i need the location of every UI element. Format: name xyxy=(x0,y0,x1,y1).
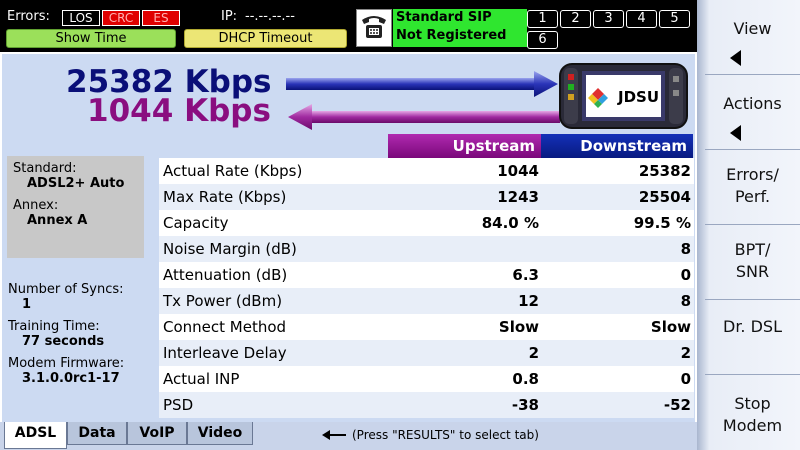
downstream-value: 8 xyxy=(680,240,691,258)
table-row xyxy=(159,262,694,288)
dr-dsl-button[interactable] xyxy=(705,300,800,375)
row-label: Connect Method xyxy=(163,318,287,336)
downstream-value: 99.5 % xyxy=(633,214,691,232)
downstream-value: 25382 xyxy=(638,162,691,180)
table-row xyxy=(159,236,694,262)
tab-voip[interactable]: VoIP xyxy=(127,422,187,445)
dhcp-status-button[interactable]: DHCP Timeout xyxy=(184,29,347,48)
downstream-value: Slow xyxy=(650,318,691,336)
table-row xyxy=(159,288,694,314)
results-table xyxy=(159,158,694,418)
row-label: PSD xyxy=(163,396,194,414)
crc-indicator: CRC xyxy=(102,10,140,26)
direction-arrows xyxy=(286,70,560,132)
downstream-column-header: Downstream xyxy=(541,134,693,158)
row-label: Interleave Delay xyxy=(163,344,287,362)
row-label: Attenuation (dB) xyxy=(163,266,288,284)
upstream-column-header: Upstream xyxy=(388,134,541,158)
upstream-value: 1044 xyxy=(497,162,539,180)
row-label: Tx Power (dBm) xyxy=(163,292,283,310)
line-4-button[interactable]: 4 xyxy=(626,10,657,28)
upstream-value: 0.8 xyxy=(512,370,539,388)
row-label: Max Rate (Kbps) xyxy=(163,188,287,206)
line-1-button[interactable]: 1 xyxy=(527,10,558,28)
tab-adsl[interactable]: ADSL xyxy=(4,422,67,449)
test-device-image xyxy=(558,62,689,130)
es-indicator: ES xyxy=(142,10,180,26)
row-label: Actual Rate (Kbps) xyxy=(163,162,303,180)
upstream-value: Slow xyxy=(498,318,539,336)
actions-label: Actions xyxy=(723,94,782,113)
upstream-value: -38 xyxy=(511,396,539,414)
sip-registration: Not Registered xyxy=(396,28,507,43)
table-row xyxy=(159,158,694,184)
upstream-value: 12 xyxy=(518,292,539,310)
syncs-value: 1 xyxy=(22,297,32,312)
stop-modem-label: Stop Modem xyxy=(722,394,783,435)
device-brand: JDSU xyxy=(618,88,660,106)
errors-label: Errors: xyxy=(7,9,50,24)
show-time-button[interactable]: Show Time xyxy=(6,29,176,48)
tab-hint: (Press "RESULTS" to select tab) xyxy=(352,428,539,442)
downstream-value: 0 xyxy=(680,370,691,388)
actions-submenu-arrow-icon xyxy=(730,125,741,141)
standard-label: Standard: xyxy=(13,161,77,176)
training-time-label: Training Time: xyxy=(8,319,100,334)
errors-perf-label: Errors/ Perf. xyxy=(726,165,779,206)
table-row xyxy=(159,340,694,366)
annex-label: Annex: xyxy=(13,198,59,213)
table-row xyxy=(159,314,694,340)
upstream-rate: 1044 Kbps xyxy=(87,93,271,129)
adsl-results-panel xyxy=(0,52,697,422)
left-arrow-icon xyxy=(322,429,348,441)
downstream-value: -52 xyxy=(663,396,691,414)
line-6-button[interactable]: 6 xyxy=(527,31,558,49)
training-time-value: 77 seconds xyxy=(22,334,105,349)
view-menu-button[interactable] xyxy=(705,0,800,75)
line-2-button[interactable]: 2 xyxy=(560,10,591,28)
table-row xyxy=(159,184,694,210)
upstream-value: 84.0 % xyxy=(481,214,539,232)
line-5-button[interactable]: 5 xyxy=(659,10,690,28)
annex-value: Annex A xyxy=(27,213,88,228)
upstream-value: 1243 xyxy=(497,188,539,206)
errors-perf-button[interactable] xyxy=(705,150,800,225)
firmware-value: 3.1.0.0rc1-17 xyxy=(22,371,120,386)
standard-value: ADSL2+ Auto xyxy=(27,176,125,191)
firmware-label: Modem Firmware: xyxy=(8,356,125,371)
table-row xyxy=(159,210,694,236)
actions-menu-button[interactable] xyxy=(705,75,800,150)
table-row xyxy=(159,366,694,392)
downstream-value: 25504 xyxy=(638,188,691,206)
soft-key-menu xyxy=(697,0,800,450)
row-label: Noise Margin (dB) xyxy=(163,240,297,258)
view-label: View xyxy=(733,19,772,38)
ip-value: --.--.--.-- xyxy=(245,9,295,24)
dr-dsl-label: Dr. DSL xyxy=(723,317,782,336)
bpt-snr-label: BPT/ SNR xyxy=(734,240,771,281)
row-label: Capacity xyxy=(163,214,229,232)
downstream-value: 8 xyxy=(680,292,691,310)
tab-video[interactable]: Video xyxy=(187,422,253,445)
tab-bar xyxy=(0,422,697,450)
row-label: Actual INP xyxy=(163,370,240,388)
tab-data[interactable]: Data xyxy=(67,422,127,445)
view-submenu-arrow-icon xyxy=(730,50,741,66)
sync-info xyxy=(8,282,158,386)
downstream-value: 2 xyxy=(680,344,691,362)
upstream-arrow-icon xyxy=(288,104,560,130)
line-3-button[interactable]: 3 xyxy=(593,10,624,28)
table-row xyxy=(159,392,694,418)
syncs-label: Number of Syncs: xyxy=(8,282,124,297)
phone-icon xyxy=(356,9,392,47)
downstream-rate: 25382 Kbps xyxy=(66,64,272,100)
sip-protocol: Standard SIP xyxy=(396,10,492,25)
line-info-box xyxy=(7,156,144,258)
stop-modem-button[interactable] xyxy=(705,375,800,450)
upstream-value: 2 xyxy=(528,344,539,362)
bpt-snr-button[interactable] xyxy=(705,225,800,300)
ip-label: IP: xyxy=(221,9,238,24)
los-indicator: LOS xyxy=(62,10,100,26)
status-bar xyxy=(0,0,697,52)
downstream-value: 0 xyxy=(680,266,691,284)
downstream-arrow-icon xyxy=(286,71,558,97)
sip-status xyxy=(393,9,527,47)
upstream-value: 6.3 xyxy=(512,266,539,284)
